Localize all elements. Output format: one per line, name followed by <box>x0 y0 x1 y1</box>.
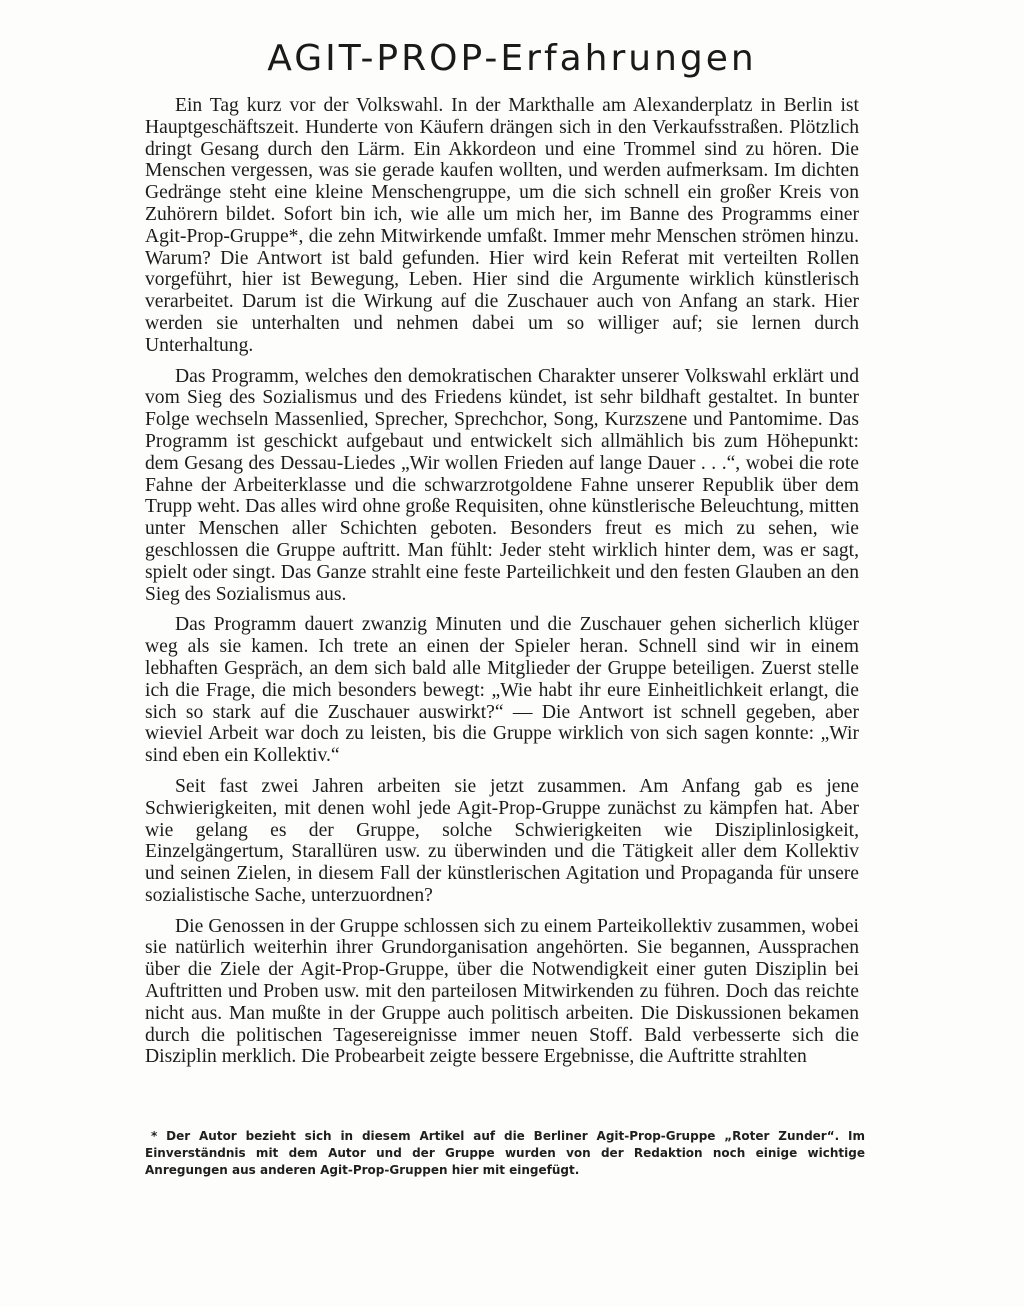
paragraph-1: Ein Tag kurz vor der Volkswahl. In der Markthalle am Alexanderplatz in Berlin ist Hauptgeschäftszeit. Hunderte von Käufern drängen sich in den Verkaufsstraßen. Plötzlich dringt Gesang durch den Lärm. Ein Akkordeon und eine Trommel sind zu hören. Die Menschen vergessen, was sie gerade kaufen wollten, und werden aufmerksam. Im dichten Gedränge steht eine kleine Menschengruppe, um die sich schnell ein großer Kreis von Zuhörern bildet. Sofort bin ich, wie alle um mich her, im Banne des Programms einer Agit-Prop-Gruppe*, die zehn Mitwirkende umfaßt. Immer mehr Menschen strömen hinzu. Warum? Die Antwort ist bald gefunden. Hier wird kein Referat mit verteilten Rollen vorgeführt, hier ist Bewegung, Leben. Hier sind die Argumente wirklich künstlerisch verarbeitet. Darum ist die Wirkung auf die Zuschauer auch von Anfang an stark. Hier werden sie unterhalten und nehmen dabei um so williger auf; sie lernen durch Unterhaltung. <box>145 95 859 356</box>
footnote <box>145 1128 865 1179</box>
paragraph-2: Das Programm, welches den demokratischen Charakter unserer Volkswahl erklärt und vom Sieg des Sozialismus und des Friedens kündet, ist sehr bildhaft gestaltet. In bunter Folge wechseln Massenlied, Sprecher, Sprechchor, Song, Kurzszene und Pantomime. Das Programm ist geschickt aufgebaut und entwickelt sich allmählich bis zum Höhepunkt: dem Gesang des Dessau-Liedes „Wir wollen Frieden auf lange Dauer . . .“, wobei die rote Fahne der Arbeiterklasse und die schwarzrotgoldene Fahne unserer Republik über dem Trupp weht. Das alles wird ohne große Requisiten, ohne künstlerische Beleuchtung, mitten unter Menschen aller Schichten geboten. Besonders freut es mich zu sehen, wie geschlossen die Gruppe auftritt. Man fühlt: Jeder steht wirklich hinter dem, was er sagt, spielt oder singt. Das Ganze strahlt eine feste Parteilichkeit und den festen Glauben an den Sieg des Sozialismus aus. <box>145 365 859 605</box>
article-title: AGIT-PROP-Erfahrungen <box>267 38 757 79</box>
paragraph-4: Seit fast zwei Jahren arbeiten sie jetzt zusammen. Am Anfang gab es jene Schwierigkeiten, mit denen wohl jede Agit-Prop-Gruppe zunächst zu kämpfen hat. Aber wie gelang es der Gruppe, solche Schwierigkeiten wie Disziplinlosigkeit, Einzelgängertum, Starallüren usw. zu überwinden und die Tätigkeit aller dem Kollektiv und seinen Zielen, in diesem Fall der künstlerischen Agitation und Propaganda für unsere sozialistische Sache, unterzuordnen? <box>145 775 859 906</box>
article-body <box>145 95 859 1077</box>
paragraph-3: Das Programm dauert zwanzig Minuten und die Zuschauer gehen sicherlich klüger weg als sie kamen. Ich trete an einen der Spieler heran. Schnell sind wir in einem lebhaften Gespräch, an dem sich bald alle Mitglieder der Gruppe beteiligen. Zuerst stelle ich die Frage, die mich besonders bewegt: „Wie habt ihr eure Einheitlichkeit erlangt, die sich so stark auf die Zuschauer auswirkt?“ — Die Antwort ist schnell gegeben, aber wieviel Arbeit war doch zu leisten, bis die Gruppe wirklich von sich sagen konnte: „Wir sind eben ein Kollektiv.“ <box>145 614 859 767</box>
footnote-text: * Der Autor bezieht sich in diesem Artikel auf die Berliner Agit-Prop-Gruppe „Roter Zunder“. Im Einverständnis mit dem Autor und der Gruppe wurden von der Redaktion noch einige wichtige Anregungen aus anderen Agit-Prop-Gruppen hier mit eingefügt. <box>145 1129 865 1177</box>
paragraph-5: Die Genossen in der Gruppe schlossen sich zu einem Parteikollektiv zusammen, wobei sie natürlich weiterhin ihrer Grundorganisation angehörten. Sie begannen, Aussprachen über die Ziele der Agit-Prop-Gruppe, über die Notwendigkeit einer guten Disziplin bei Auftritten und Proben usw. mit den parteilosen Mitwirkenden zu führen. Doch das reichte nicht aus. Man mußte in der Gruppe auch politisch arbeiten. Die Diskussionen bekamen durch die politischen Tagesereignisse immer neuen Stoff. Bald verbesserte sich die Disziplin merklich. Die Probearbeit zeigte bessere Ergebnisse, die Auftritte strahlten <box>145 915 859 1068</box>
